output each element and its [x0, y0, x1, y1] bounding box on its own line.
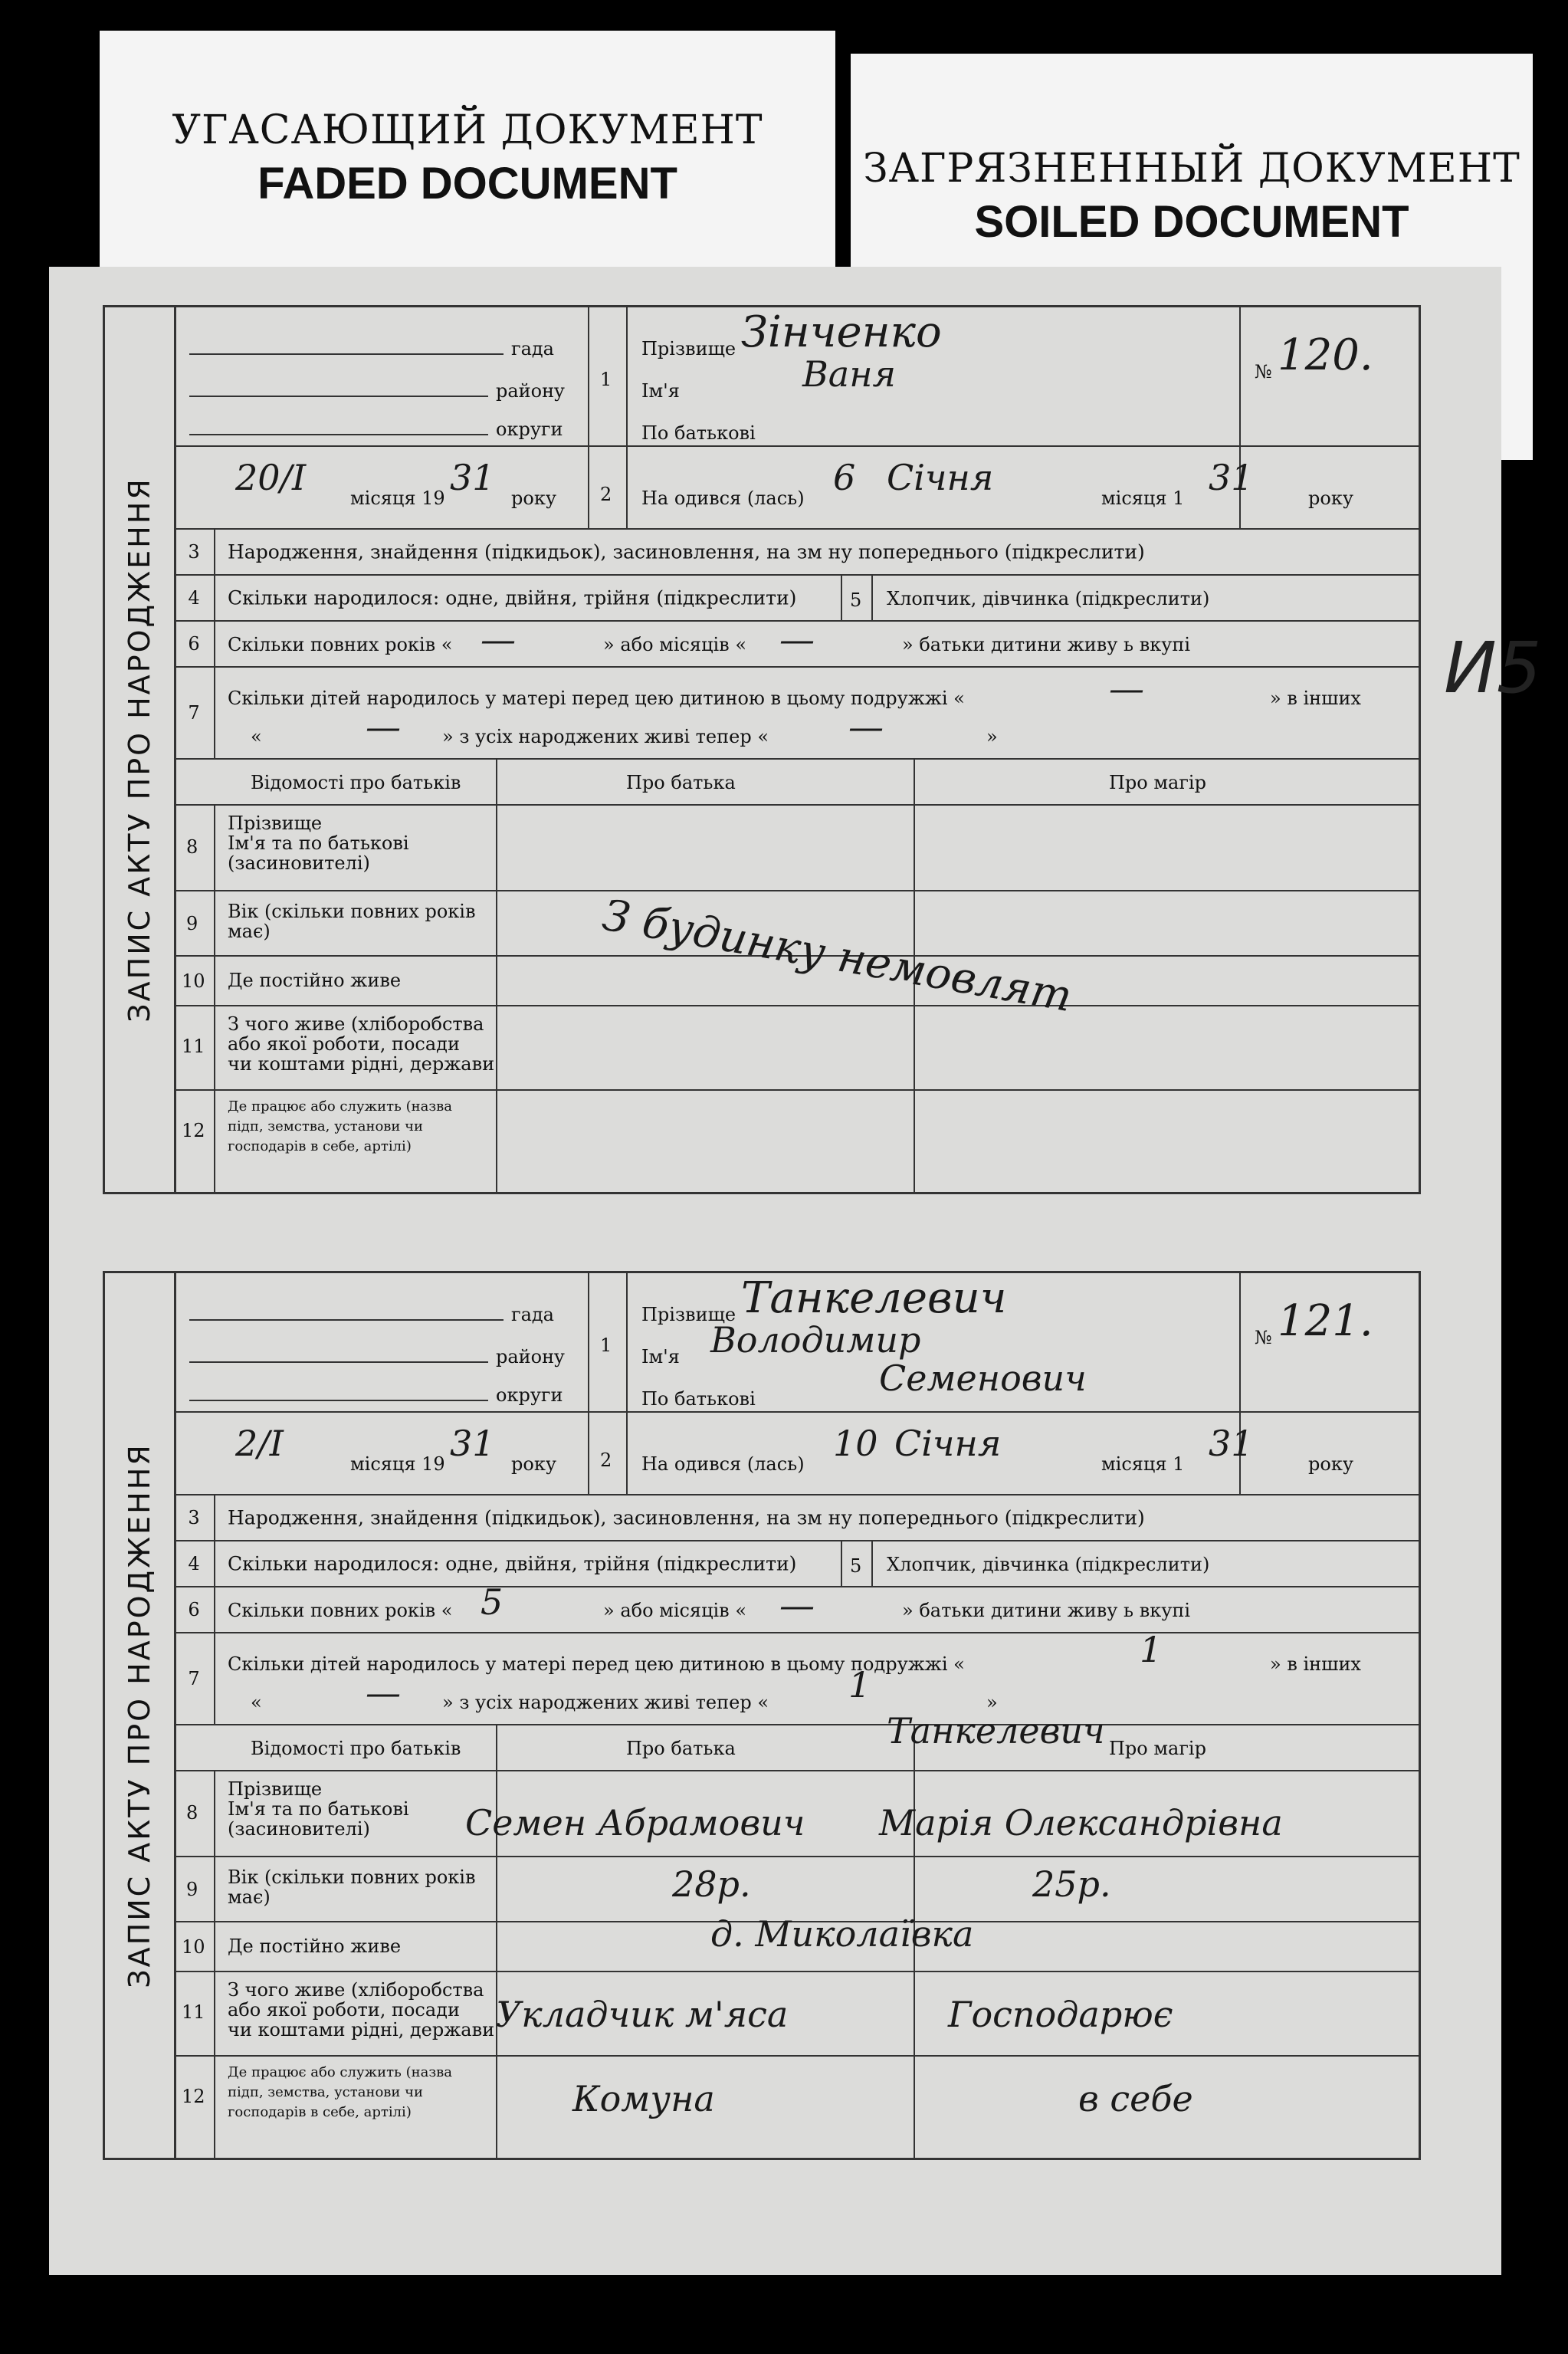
- parents-block: 8 Прізвище Ім'я та по батькові (засиновителі) 9 Вік (скільки повних років має) 10 Де постійно живе 11 З чого живе (хліборобства або якої роботи, посади чи коштами рідні, держави 12 Де працює або служить (назва підп, земства, установи чи господарів в себе, артілі) Танкелевич Семен Абрамович Марія Олександрівна 28р. 25р. д. Миколаївка Укладчик м'яса Господарює Комуна в себе: [174, 1771, 1419, 2158]
- mother-surname: Танкелевич: [887, 1710, 1105, 1752]
- residence: д. Миколаївка: [710, 1913, 974, 1955]
- name-value: Ваня: [802, 353, 896, 395]
- row-6: 6 Скільки повних років « — » або місяців « — » батьки дитини живу ь вкупі: [174, 622, 1419, 668]
- patronymic-value: Семенович: [879, 1358, 1087, 1399]
- father-occupation: Укладчик м'яса: [496, 1994, 789, 2035]
- row-6: 6 Скільки повних років « 5 » або місяців « — » батьки дитини живу ь вкупі: [174, 1587, 1419, 1633]
- soiled-label-en: SOILED DOCUMENT: [974, 197, 1409, 247]
- archive-stamp: И5: [1444, 627, 1542, 709]
- record-day: 2/I: [235, 1423, 284, 1464]
- mother-occupation: Господарює: [948, 1994, 1173, 2035]
- name-value: Володимир: [710, 1319, 921, 1361]
- record-year: 31: [450, 1423, 495, 1464]
- birth-record-121: [103, 1271, 1421, 2160]
- father-work: Комуна: [572, 2078, 715, 2119]
- record-day: 20/I: [235, 457, 307, 498]
- parents-note: З будинку немовлят: [599, 890, 1076, 1023]
- row-3: 3 Народження, знайдення (підкидьок), засиновлення, на зм ну попереднього (підкреслити): [174, 1495, 1419, 1541]
- mother-work: в себе: [1078, 2078, 1193, 2119]
- side-title: ЗАПИС АКТУ ПРО НАРОДЖЕННЯ: [105, 1273, 176, 2158]
- row-7: 7 Скільки дітей народилось у матері перед цею дитиною в цьому подружжі « 1 » в інших « — » з усіх народжених живі тепер « 1 »: [174, 1633, 1419, 1725]
- reg-day: 10: [833, 1423, 878, 1464]
- header-block: гада районy округи 2/I місяця 19 31 року 1 2 Прізвище Танкелевич Ім'я Володимир По батькові Семенович На одився (лась) 10 Січня місяця 1 31 року № 121.: [174, 1273, 1419, 1495]
- surname-value: Зінченко: [741, 307, 942, 357]
- parents-header: Відомості про батьків Про батька Про магір: [174, 760, 1419, 806]
- header-block: гада районy округи 20/I місяця 19 31 року 1 2 Прізвище Зінченко Ім'я Ваня По батькові На одився (лась) 6 Січня місяця 1 31 року № 120.: [174, 307, 1419, 530]
- reg-year: 31: [1209, 457, 1254, 498]
- faded-label-ru: УГАСАЮЩИЙ ДОКУМЕНТ: [172, 107, 763, 153]
- row-7: 7 Скільки дітей народилось у матері перед цею дитиною в цьому подружжі « — » в інших « — » з усіх народжених живі тепер « — »: [174, 668, 1419, 760]
- row-4-5: 4 Скільки народилося: одне, двійня, трійня (підкреслити) 5 Хлопчик, дівчинка (підкреслити): [174, 1541, 1419, 1587]
- reg-month: Січня: [887, 457, 994, 498]
- faded-label-en: FADED DOCUMENT: [258, 159, 677, 208]
- father-name: Семен Абрамович: [465, 1802, 805, 1843]
- record-number: 120.: [1278, 330, 1373, 380]
- register-sheet: [49, 267, 1542, 2275]
- record-number: 121.: [1278, 1296, 1373, 1346]
- parents-header: Відомості про батьків Про батька Про магір: [174, 1725, 1419, 1771]
- reg-day: 6: [833, 457, 856, 498]
- surname-value: Танкелевич: [741, 1273, 1007, 1323]
- birth-record-120: [103, 305, 1421, 1194]
- reg-year: 31: [1209, 1423, 1254, 1464]
- side-title: ЗАПИС АКТУ ПРО НАРОДЖЕННЯ: [105, 307, 176, 1192]
- father-age: 28р.: [672, 1863, 751, 1905]
- record-year: 31: [450, 457, 495, 498]
- soiled-label-ru: ЗАГРЯЗНЕННЫЙ ДОКУМЕНТ: [863, 146, 1520, 192]
- mother-name: Марія Олександрівна: [879, 1802, 1283, 1843]
- reg-month: Січня: [894, 1423, 1002, 1464]
- row-3: 3 Народження, знайдення (підкидьок), засиновлення, на зм ну попереднього (підкреслити): [174, 530, 1419, 576]
- mother-age: 25р.: [1032, 1863, 1111, 1905]
- parents-block: 8 Прізвище Ім'я та по батькові (засиновителі) 9 Вік (скільки повних років має) 10 Де постійно живе 11 З чого живе (хліборобства або якої роботи, посади чи коштами рідні, держави 12 Де працює або служить (назва підп, земства, установи чи господарів в себе, артілі) З будинку немовлят: [174, 806, 1419, 1192]
- row-4-5: 4 Скільки народилося: одне, двійня, трійня (підкреслити) 5 Хлопчик, дівчинка (підкреслити): [174, 576, 1419, 622]
